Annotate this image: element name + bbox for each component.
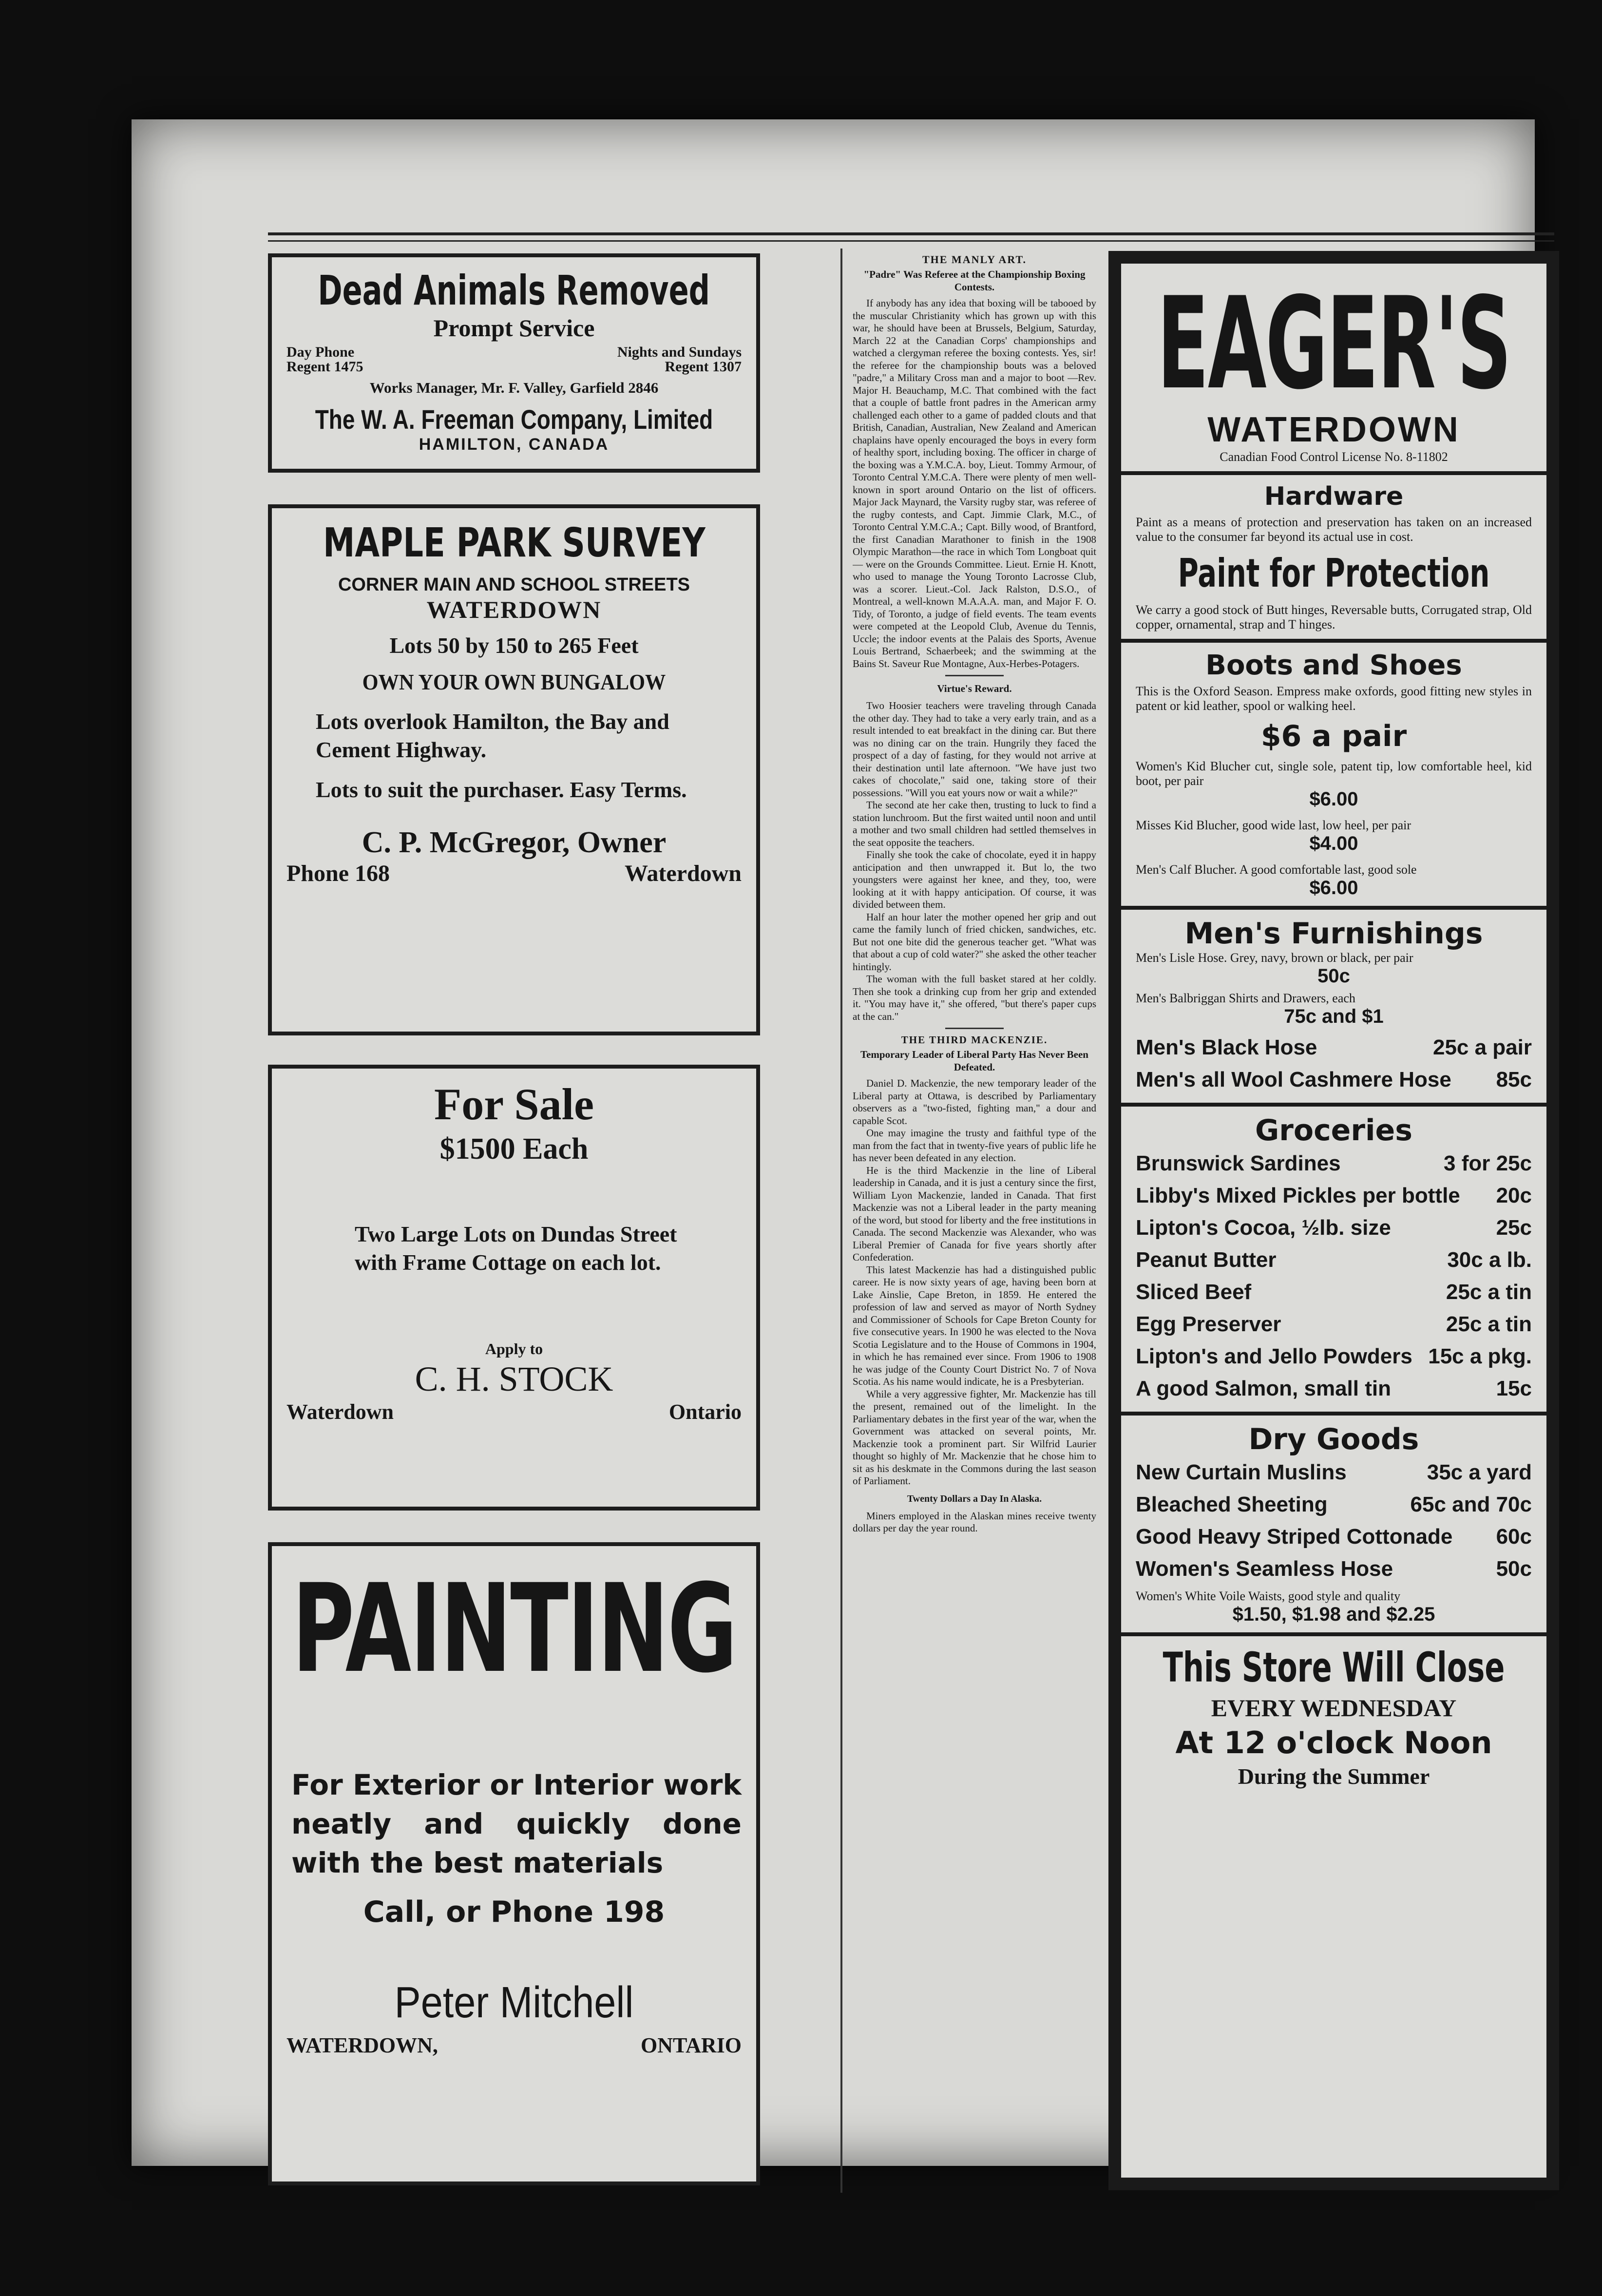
close-heading: This Store Will Close <box>1163 1644 1505 1691</box>
grocery-row <box>1136 1212 1532 1244</box>
eagers-name: EAGER'S <box>1157 270 1511 418</box>
furnishing-row-price: 85c <box>1496 1068 1532 1091</box>
painting-left: WATERDOWN, <box>286 2033 438 2057</box>
divider <box>1121 906 1546 910</box>
night-phone: Regent 1307 <box>665 359 742 375</box>
painting-ad <box>268 1542 760 2185</box>
paint-heading: Paint for Protection <box>1178 551 1490 596</box>
day-phone: Regent 1475 <box>286 359 363 375</box>
painting-headline: PAINTING <box>292 1558 736 1700</box>
manly-art-text: If anybody has any idea that boxing will be tabooed by the muscular Christianity which has grown up with this war, he should have been at Brussels, Belgium, Saturday, March 22 at the Canadian Corps' championships and watched a clergyman referee the boxing contests. Yes, sir! the referee for the championship bouts was a beloved "padre," a Military Cross man and a major to boot —Rev. Major H. Beauchamp, M.C. That combined with the fact that a couple of battle front padres in the American army challenged each other to a game of padded clouts and that British, Canadian, Australian, New Zealand and American chaplains have openly encouraged the boys in every form of healthy sport, including boxing. The officer in charge of the boxing was a Y.M.C.A. boy, Lieut. Tommy Armour, of Toronto Central Y.M.C.A. There were plenty of men well-known in sport around Ontario on the list of officers. Major Jack Maynard, the Varsity rugby star, was referee of the rugby contests, and Capt. Jimmie Clark, M.C., of Toronto Central Y.M.C.A.; Capt. Billy wood, of Brantford, the first Canadian Marathoner to finish in the 1908 Olympic Marathon—the race in which Tom Longboat quit — were on the Grounds Committee. Lieut. Ernie H. Knott, who used to manage the Young Toronto Lacrosse Club, was a scorer. Lieut.-Col. Jack Ralston, D.S.O., of Montreal, a well-known M.A.A.A. man, and Major F. O. Tidy, of Toronto, a judge of field events. The team events were competed at the Leopold Club, Avenue du Tennis, Uccle; the indoor events at the Palais des Sports, Avenue Louis Bertrand, Schaerbeek; and the swimming at the Bains St. Saveur Rue Montagne, Aux-Herbes-Potagers. <box>853 297 1096 670</box>
virtue-p4: Half an hour later the mother opened her grip and out came the family lunch of fried chicken, sandwiches, etc. But not one bite did the generous teacher get. "What was that about a cup of cold water?" she asked the other teacher hintingly. <box>853 911 1096 973</box>
grocery-row <box>1136 1148 1532 1180</box>
apply-to: Apply to <box>485 1340 543 1358</box>
waists-price: $1.50, $1.98 and $2.25 <box>1232 1604 1435 1625</box>
summer-line: During the Summer <box>1238 1764 1430 1789</box>
grocery-row <box>1136 1276 1532 1308</box>
grocery-row-item: Lipton's and Jello Powders <box>1136 1344 1412 1368</box>
drygoods-row <box>1136 1521 1532 1553</box>
alaska-text: Miners employed in the Alaskan mines receive twenty dollars per day the year round. <box>853 1510 1096 1534</box>
grocery-row-item: Lipton's Cocoa, ½lb. size <box>1136 1216 1391 1240</box>
eagers-license: Canadian Food Control License No. 8-11802 <box>1220 450 1448 464</box>
grocery-row-price: 25c a tin <box>1446 1312 1532 1336</box>
grocery-row <box>1136 1180 1532 1212</box>
top-rule-thin <box>268 240 1554 242</box>
newspaper-page <box>132 119 1535 2166</box>
grocery-row-price: 25c <box>1496 1216 1532 1240</box>
grocery-row-item: Brunswick Sardines <box>1136 1151 1341 1175</box>
grocery-row-item: Sliced Beef <box>1136 1280 1252 1304</box>
service-line: Prompt Service <box>433 314 595 342</box>
hardware-text: Paint as a means of protection and preservation has taken on an increased value to the consumer far beyond its actual use in cost. <box>1136 515 1532 544</box>
grocery-row-item: A good Salmon, small tin <box>1136 1377 1391 1400</box>
drygoods-row-item: Good Heavy Striped Cottonade <box>1136 1525 1453 1549</box>
drygoods-row-price: 35c a yard <box>1427 1460 1532 1484</box>
alaska-headline: Twenty Dollars a Day In Alaska. <box>907 1493 1042 1504</box>
mackenzie-p4: This latest Mackenzie has had a distinguished public career. He is now sixty years of age, having been born at Lake Ainslie, Cape Breton, in 1859. He entered the profession of law and served as mayor of North Sydney and Commissioner of Schools for Cape Breton County for five consecutive years. In 1900 he was elected to the Nova Scotia Legislature and to the House of Commons in 1904, in which he has remained ever since. From 1906 to 1908 he was judge of the County Court District No. 7 of Nova Scotia. As his name would indicate, he is a Presbyterian. <box>853 1263 1096 1387</box>
six-pair: $6 a pair <box>1260 719 1407 753</box>
news-column <box>853 249 1096 2193</box>
dead-animals-ad <box>268 253 760 473</box>
shoe3-price: $6.00 <box>1309 877 1358 899</box>
grocery-row <box>1136 1308 1532 1340</box>
stock-name: C. H. STOCK <box>415 1359 613 1398</box>
painting-call: Call, or Phone 198 <box>363 1895 665 1929</box>
eagers-ad <box>1108 251 1559 2190</box>
furnishing-row-item: Men's Black Hose <box>1136 1035 1317 1059</box>
divider <box>1121 1412 1546 1416</box>
works-manager: Works Manager, Mr. F. Valley, Garfield 2846 <box>369 379 659 396</box>
sale-left: Waterdown <box>286 1400 394 1424</box>
grocery-row-price: 20c <box>1496 1184 1532 1207</box>
for-sale-desc: Two Large Lots on Dundas Street with Frame Cottage on each lot. <box>355 1222 677 1275</box>
maple-headline: MAPLE PARK SURVEY <box>323 520 706 566</box>
shirts-price: 75c and $1 <box>1284 1006 1384 1027</box>
shoe1: Women's Kid Blucher cut, single sole, patent tip, low comfortable heel, kid boot, per pair <box>1136 759 1532 788</box>
company-name: The W. A. Freeman Company, Limited <box>315 404 713 435</box>
virtue-p5: The woman with the full basket stared at her coldly. Then she took a drinking cup from her grip and extended it. "You may have it," she offered, "but there's paper cups at the can." <box>853 973 1096 1022</box>
divider <box>1121 1103 1546 1107</box>
maple-park-ad <box>268 504 760 1035</box>
grocery-row-price: 30c a lb. <box>1447 1248 1532 1272</box>
drygoods-row-price: 60c <box>1496 1525 1532 1549</box>
virtue-p1: Two Hoosier teachers were traveling through Canada the other day. They had to take a very early train, and as a result intended to eat breakfact in the dining car. But there was no dining car on the train. Hungrily they faced the prospect of a day of fasting, for they would not arrive at their destination until late afternoon. "We have just two cakes of chocolate," said one, taking store of their possessions. "Will you eat yours now or wait a while?" <box>853 700 1096 799</box>
boots-text: This is the Oxford Season. Empress make oxfords, good fitting new styles in patent or kid leather, spool or walking heel. <box>1136 684 1532 713</box>
mackenzie-p2: One may imagine the trusty and faithful type of the man from the fact that in twenty-five years of public life he has never been defeated in any election. <box>853 1127 1096 1164</box>
grocery-row-item: Egg Preserver <box>1136 1312 1281 1336</box>
hardware-heading: Hardware <box>1264 482 1404 511</box>
boots-heading: Boots and Shoes <box>1205 650 1462 681</box>
separator <box>945 1028 1004 1029</box>
shoe3: Men's Calf Blucher. A good comfortable last, good sole <box>1136 862 1417 877</box>
groceries-heading: Groceries <box>1255 1113 1412 1148</box>
mackenzie-subhead: Temporary Leader of Liberal Party Has Never Been Defeated. <box>860 1049 1088 1073</box>
drygoods-row-price: 50c <box>1496 1557 1532 1581</box>
mackenzie-p5: While a very aggressive fighter, Mr. Mackenzie has till the present, remained out of the limelight. In the Parliamentary debates in the first year of the war, when the Government was attacked on several points, Mr. Mackenzie took a prominent part. Sir Wilfrid Laurier thought so highly of Mr. Mackenzie that he chose him to sit as his deskmate in the Commons during the last season of Parliament. <box>853 1388 1096 1487</box>
grocery-row <box>1136 1340 1532 1373</box>
painting-name: Peter Mitchell <box>394 1978 634 2027</box>
maple-phone: Phone 168 <box>286 861 390 886</box>
grocery-row-price: 3 for 25c <box>1444 1151 1532 1175</box>
drygoods-row-price: 65c and 70c <box>1410 1492 1532 1516</box>
separator <box>945 675 1004 676</box>
grocery-row-price: 15c a pkg. <box>1428 1344 1532 1368</box>
manly-art-headline: THE MANLY ART. <box>922 253 1027 266</box>
painting-body: For Exterior or Interior work neatly and quickly done with the best materials <box>291 1768 742 1879</box>
drygoods-heading: Dry Goods <box>1248 1422 1419 1456</box>
company-city: HAMILTON, CANADA <box>419 435 610 454</box>
furnishings-list <box>1136 1032 1532 1096</box>
column-rule-left <box>840 249 842 2193</box>
furnishings-heading: Men's Furnishings <box>1184 917 1483 951</box>
terms-line: Lots to suit the purchaser. Easy Terms. <box>316 777 687 802</box>
mackenzie-p3: He is the third Mackenzie in the line of Liberal leadership in Canada, and it is just a century since the first, William Lyon Mackenzie, landed in Canada. That first Mackenzie was not a Liberal leader in the party meaning of the word, but stood for liberty and the free institutions in Canada. The second Mackenzie was Alexander, who was Liberal Premier of Canada for five years shortly after Confederation. <box>853 1164 1096 1263</box>
grocery-row-price: 25c a tin <box>1446 1280 1532 1304</box>
manly-art-subhead: "Padre" Was Referee at the Championship Boxing Contests. <box>863 268 1086 293</box>
furnishing-row-price: 25c a pair <box>1432 1035 1532 1059</box>
paint-text: We carry a good stock of Butt hinges, Reversable butts, Corrugated strap, Old copper, ornamental, strap and T hinges. <box>1136 603 1532 631</box>
divider <box>1121 639 1546 643</box>
lots-size: Lots 50 by 150 to 265 Feet <box>389 633 639 658</box>
divider <box>1121 1632 1546 1636</box>
drygoods-list <box>1136 1456 1532 1585</box>
grocery-row <box>1136 1244 1532 1276</box>
drygoods-row <box>1136 1456 1532 1489</box>
groceries-list <box>1136 1148 1532 1405</box>
virtue-p2: The second ate her cake then, trusting to luck to find a station lunchroom. But the first waited until noon and until a mother and two small children had settled themselves in the seat opposite the teachers. <box>853 799 1096 848</box>
mackenzie-headline: THE THIRD MACKENZIE. <box>901 1034 1048 1046</box>
every-wednesday: EVERY WEDNESDAY <box>1211 1694 1457 1722</box>
sale-right: Ontario <box>668 1400 742 1424</box>
drygoods-row-item: Women's Seamless Hose <box>1136 1557 1393 1581</box>
mackenzie-p1: Daniel D. Mackenzie, the new temporary leader of the Liberal party at Ottawa, is described by Parliamentary observers as a "two-fisted, fighting man," a dour and capable Scot. <box>853 1077 1096 1127</box>
shirts-line: Men's Balbriggan Shirts and Drawers, each <box>1136 991 1355 1005</box>
for-sale-ad <box>268 1065 760 1511</box>
furnishing-row <box>1136 1032 1532 1064</box>
shoe2-price: $4.00 <box>1309 833 1358 854</box>
overlook-line: Lots overlook Hamilton, the Bay and Cement Highway. <box>316 709 669 762</box>
divider <box>1121 471 1546 475</box>
waists-line: Women's White Voile Waists, good style and quality <box>1136 1589 1401 1603</box>
furnishing-row-item: Men's all Wool Cashmere Hose <box>1136 1068 1451 1091</box>
painting-right: ONTARIO <box>641 2033 742 2057</box>
hose-line: Men's Lisle Hose. Grey, navy, brown or black, per pair <box>1136 951 1413 965</box>
grocery-row <box>1136 1373 1532 1405</box>
drygoods-row <box>1136 1553 1532 1585</box>
day-phone-label: Day Phone <box>286 344 355 360</box>
shoe1-price: $6.00 <box>1309 788 1358 810</box>
maple-place: Waterdown <box>625 861 742 886</box>
corner-line: CORNER MAIN AND SCHOOL STREETS <box>338 574 690 595</box>
dead-animals-headline: Dead Animals Removed <box>318 267 710 314</box>
drygoods-row-item: Bleached Sheeting <box>1136 1492 1328 1516</box>
drygoods-row <box>1136 1489 1532 1521</box>
noon-line: At 12 o'clock Noon <box>1175 1725 1492 1760</box>
for-sale-price: $1500 Each <box>439 1132 589 1166</box>
for-sale-headline: For Sale <box>434 1079 594 1129</box>
eagers-town: WATERDOWN <box>1207 410 1460 449</box>
virtue-p3: Finally she took the cake of chocolate, eyed it in happy anticipation and then unwrapped it. But lo, the two youngsters were against her knee, and they, too, were looking at it with happy anticipation. Of course, it was divided between them. <box>853 849 1096 910</box>
town-line: WATERDOWN <box>426 596 602 623</box>
drygoods-row-item: New Curtain Muslins <box>1136 1460 1347 1484</box>
top-rule <box>268 232 1554 235</box>
grocery-row-item: Peanut Butter <box>1136 1248 1277 1272</box>
virtue-headline: Virtue's Reward. <box>937 683 1012 694</box>
shoe2: Misses Kid Blucher, good wide last, low heel, per pair <box>1136 818 1411 832</box>
grocery-row-price: 15c <box>1496 1377 1532 1400</box>
hose-price: 50c <box>1317 965 1350 987</box>
night-label: Nights and Sundays <box>617 344 742 360</box>
furnishing-row <box>1136 1064 1532 1096</box>
grocery-row-item: Libby's Mixed Pickles per bottle <box>1136 1184 1460 1207</box>
bungalow-line: OWN YOUR OWN BUNGALOW <box>362 670 666 694</box>
owner-line: C. P. McGregor, Owner <box>362 826 667 859</box>
